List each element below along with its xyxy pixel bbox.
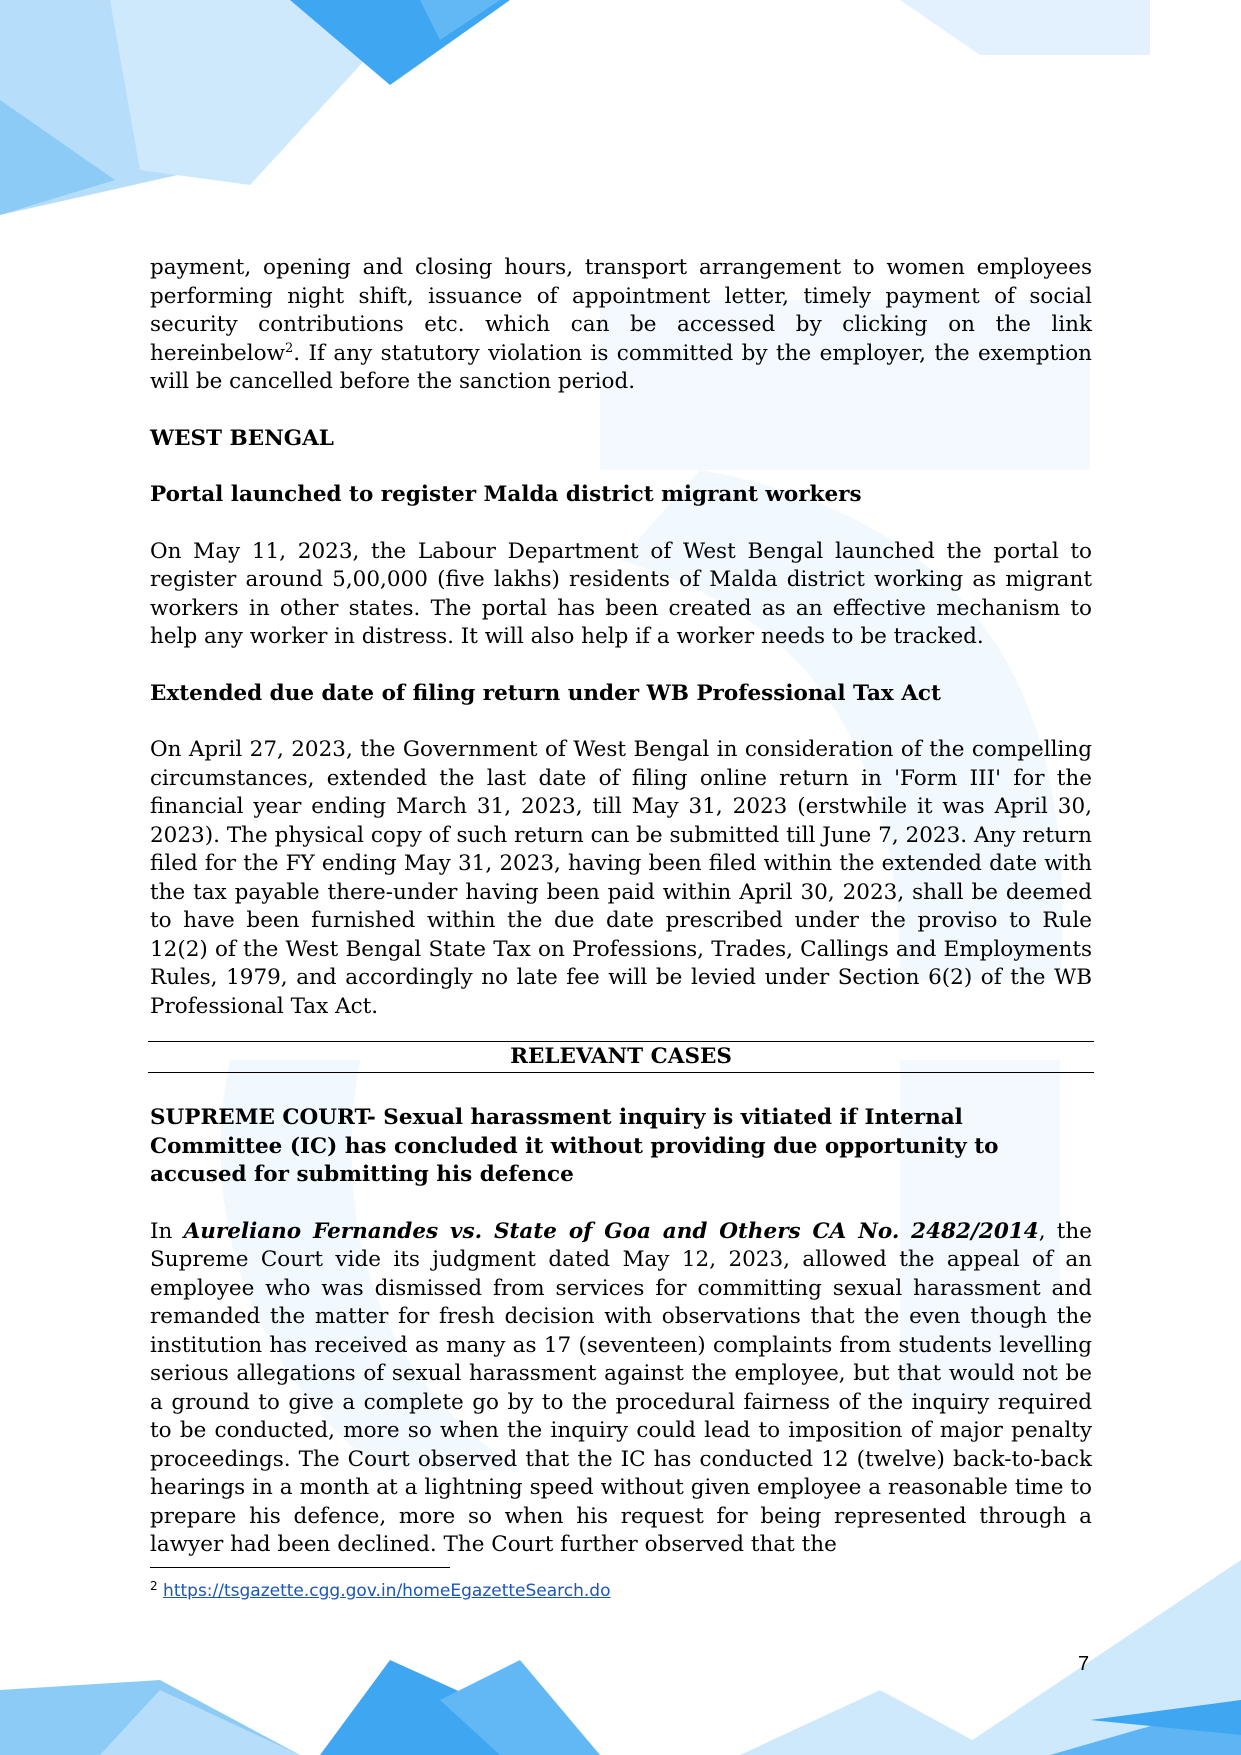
footnote	[150, 1580, 611, 1602]
page-number: 7	[1078, 1653, 1090, 1675]
professional-tax-paragraph: On April 27, 2023, the Government of West Bengal in consideration of the compelling circumstances, extended the last date of filing online return in 'Form III' for the financial year ending March 31, 2023, till May 31, 2023 (erstwhile it was April 30, 2023). The physical copy of such return can be submitted till June 7, 2023. Any return filed for the FY ending May 31, 2023, having been filed within the extended date with the tax payable there-under having been paid within April 30, 2023, shall be deemed to have been furnished within the due date prescribed under the proviso to Rule 12(2) of the West Bengal State Tax on Professions, Trades, Callings and Employments Rules, 1979, and accordingly no late fee will be levied under Section 6(2) of the WB Professional Tax Act.	[150, 737, 1092, 1019]
portal-paragraph: On May 11, 2023, the Labour Department of West Bengal launched the portal to register around 5,00,000 (five lakhs) residents of Malda district working as migrant workers in other states. The portal has been created as an effective mechanism to help any worker in distress. It will also help if a worker needs to be tracked.	[150, 538, 1092, 649]
relevant-cases-heading: RELEVANT CASES	[148, 1041, 1094, 1073]
footnote-link[interactable]: https://tsgazette.cgg.gov.in/homeEgazetteSearch.do	[163, 1581, 611, 1601]
intro-text: payment, opening and closing hours, transport arrangement to women employees performing night shift, issuance of appointment letter, timely payment of social security contributions etc. which can be accessed by clicking on the link hereinbelow	[150, 255, 1092, 366]
case-paragraph	[150, 1218, 1092, 1560]
professional-tax-heading: Extended due date of filing return under WB Professional Tax Act	[150, 680, 941, 706]
footnote-mark: 2	[150, 1579, 158, 1593]
footnote-separator	[150, 1567, 450, 1568]
state-heading: WEST BENGAL	[150, 425, 334, 451]
intro-text-end: . If any statutory violation is committed by the employer, the exemption will be cancelled before the sanction period.	[150, 340, 1092, 394]
portal-heading: Portal launched to register Malda district migrant workers	[150, 482, 862, 507]
case-heading: SUPREME COURT- Sexual harassment inquiry is vitiated if Internal Committee (IC) has concluded it without providing due opportunity to accused for submitting his defence	[150, 1105, 999, 1187]
case-name: Aureliano Fernandes vs. State of Goa and Others CA No. 2482/2014	[183, 1218, 1039, 1244]
case-text: , the Supreme Court vide its judgment dated May 12, 2023, allowed the appeal of an employee who was dismissed from services for committing sexual harassment and remanded the matter for fresh decision with observations that the even though the institution has received as many as 17 (seventeen) complaints from students levelling serious allegations of sexual harassment against the employee, but that would not be a ground to give a complete go by to the procedural fairness of the inquiry required to be conducted, more so when the inquiry could lead to imposition of major penalty proceedings. The Court observed that the IC has conducted 12 (twelve) back-to-back hearings in a month at a lightning speed without given employee a reasonable time to prepare his defence, more so when his request for being represented through a lawyer had been declined. The Court further observed that the	[150, 1218, 1092, 1557]
top-decoration	[0, 0, 1150, 215]
main-content	[150, 254, 1092, 1021]
case-text-prefix: In	[150, 1218, 184, 1244]
case-section	[150, 1104, 1092, 1560]
footnote-reference[interactable]: 2	[285, 340, 294, 356]
intro-paragraph	[150, 254, 1092, 397]
